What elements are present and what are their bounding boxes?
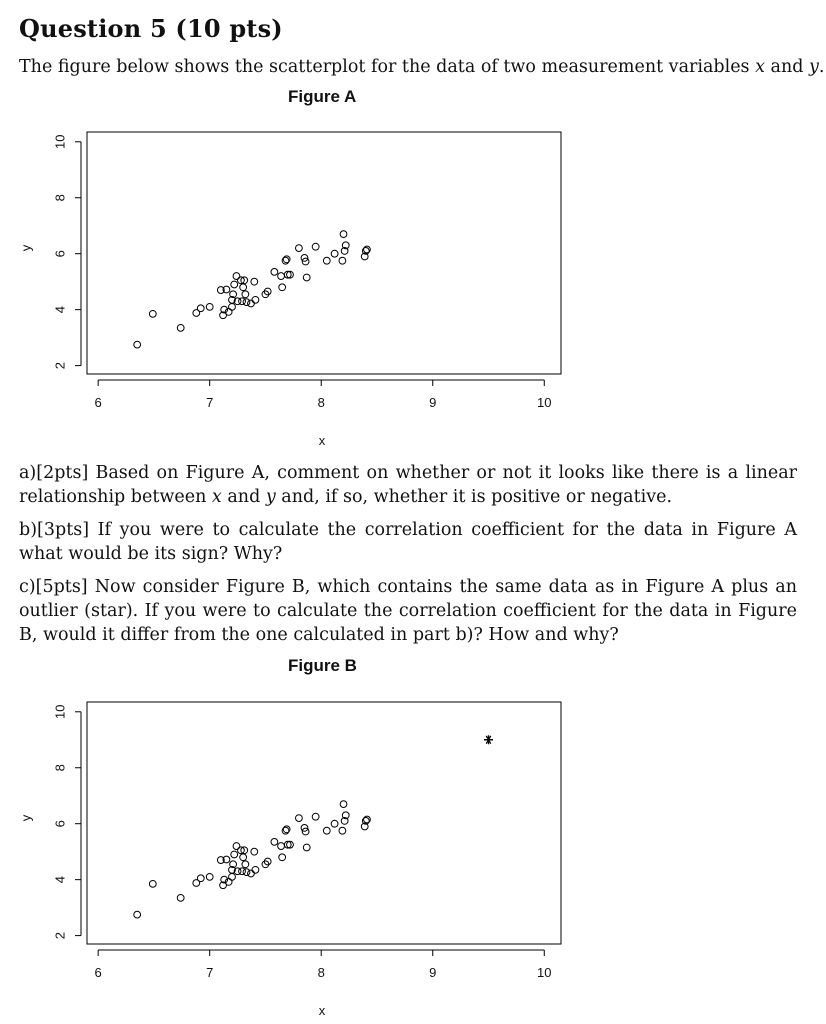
data-point [248,870,255,877]
data-point [303,274,310,281]
data-point [177,324,184,331]
y-tick-label: 4 [52,876,68,884]
data-point [134,341,141,348]
y-tick-label: 6 [52,820,68,828]
variable-x: x [755,57,765,77]
variable-y: y [809,57,819,77]
data-point [331,820,338,827]
data-point [251,848,258,855]
data-point [339,827,346,834]
data-point [240,284,247,291]
data-point [340,801,347,808]
data-point [233,273,240,280]
data-point [323,257,330,264]
y-tick-label: 10 [52,704,68,720]
data-point [243,869,250,876]
data-point [177,894,184,901]
x-tick-label: 10 [537,965,552,980]
data-point [278,843,285,850]
part-a-variable-x: x [211,487,222,507]
x-tick-label: 7 [206,395,214,410]
x-tick-label: 8 [317,965,325,980]
data-point [206,873,213,880]
y-tick-label: 2 [52,931,68,940]
x-tick-label: 8 [317,395,325,410]
data-point [242,291,249,298]
data-point [296,815,303,822]
data-point [279,284,286,291]
data-point [312,813,319,820]
data-point [149,880,156,887]
data-point [271,268,278,275]
figure-b-title: Figure B [288,656,357,675]
data-point [271,838,278,845]
y-axis-label: y [18,814,34,822]
y-tick-label: 10 [52,134,68,150]
data-point [296,245,303,252]
data-point [303,844,310,851]
x-tick-label: 10 [537,395,552,410]
part-a-text-mid: and [221,487,266,507]
intro-text-mid: and [764,57,810,77]
data-point [231,851,238,858]
part-c-question: c)[5pts] Now consider Figure B, which contains the same data as in Figure A plus an outlier (star). If you were to calculate the correlation coefficient for the data in Figure B, would it differ from the one calculated in part b)? How and why? [19,577,797,645]
x-axis-label: x [318,1003,326,1018]
data-point [197,305,204,312]
data-point [229,873,236,880]
y-tick-label: 8 [52,764,68,772]
data-point [231,281,238,288]
y-tick-label: 4 [52,306,68,314]
y-tick-label: 2 [52,361,68,370]
data-point [240,854,247,861]
outlier-star-point [484,735,493,744]
data-point [242,861,249,868]
figure-a-scatterplot [0,0,826,460]
part-a-text-start: a)[2pts] Based on Figure A, comment on whether or not it looks like there is a linear relationship between [19,463,797,507]
x-axis-label: x [318,433,326,448]
data-point [312,243,319,250]
data-point [339,257,346,264]
y-tick-label: 6 [52,250,68,258]
data-point [134,911,141,918]
x-tick-label: 6 [94,965,102,980]
part-b-question: b)[3pts] If you were to calculate the correlation coefficient for the data in Figure A what would be its sign? Why? [19,520,797,564]
data-point [331,250,338,257]
x-tick-label: 7 [206,965,214,980]
part-a-text-end: and, if so, whether it is positive or negative. [275,487,673,507]
data-point [233,843,240,850]
data-point [251,278,258,285]
intro-text-end: . [818,57,825,77]
part-a-variable-y: y [265,487,276,507]
y-axis-label: y [18,244,34,252]
question-title: Question 5 (10 pts) [19,14,283,43]
x-tick-label: 9 [429,395,437,410]
data-point [278,273,285,280]
data-point [149,310,156,317]
figure-a-title: Figure A [288,87,357,106]
data-point [252,296,259,303]
data-point [229,303,236,310]
data-point [248,300,255,307]
data-point [340,231,347,238]
y-tick-label: 8 [52,194,68,202]
plot-frame [87,132,561,374]
data-point [323,827,330,834]
data-point [197,875,204,882]
intro-text-start: The figure below shows the scatterplot for the data of two measurement variables [19,57,756,77]
x-tick-label: 6 [94,395,102,410]
x-tick-label: 9 [429,965,437,980]
data-point [206,303,213,310]
part-a-question [19,461,797,509]
figure-b-scatterplot [0,570,826,1024]
data-point [279,854,286,861]
data-point [252,866,259,873]
data-point [243,299,250,306]
